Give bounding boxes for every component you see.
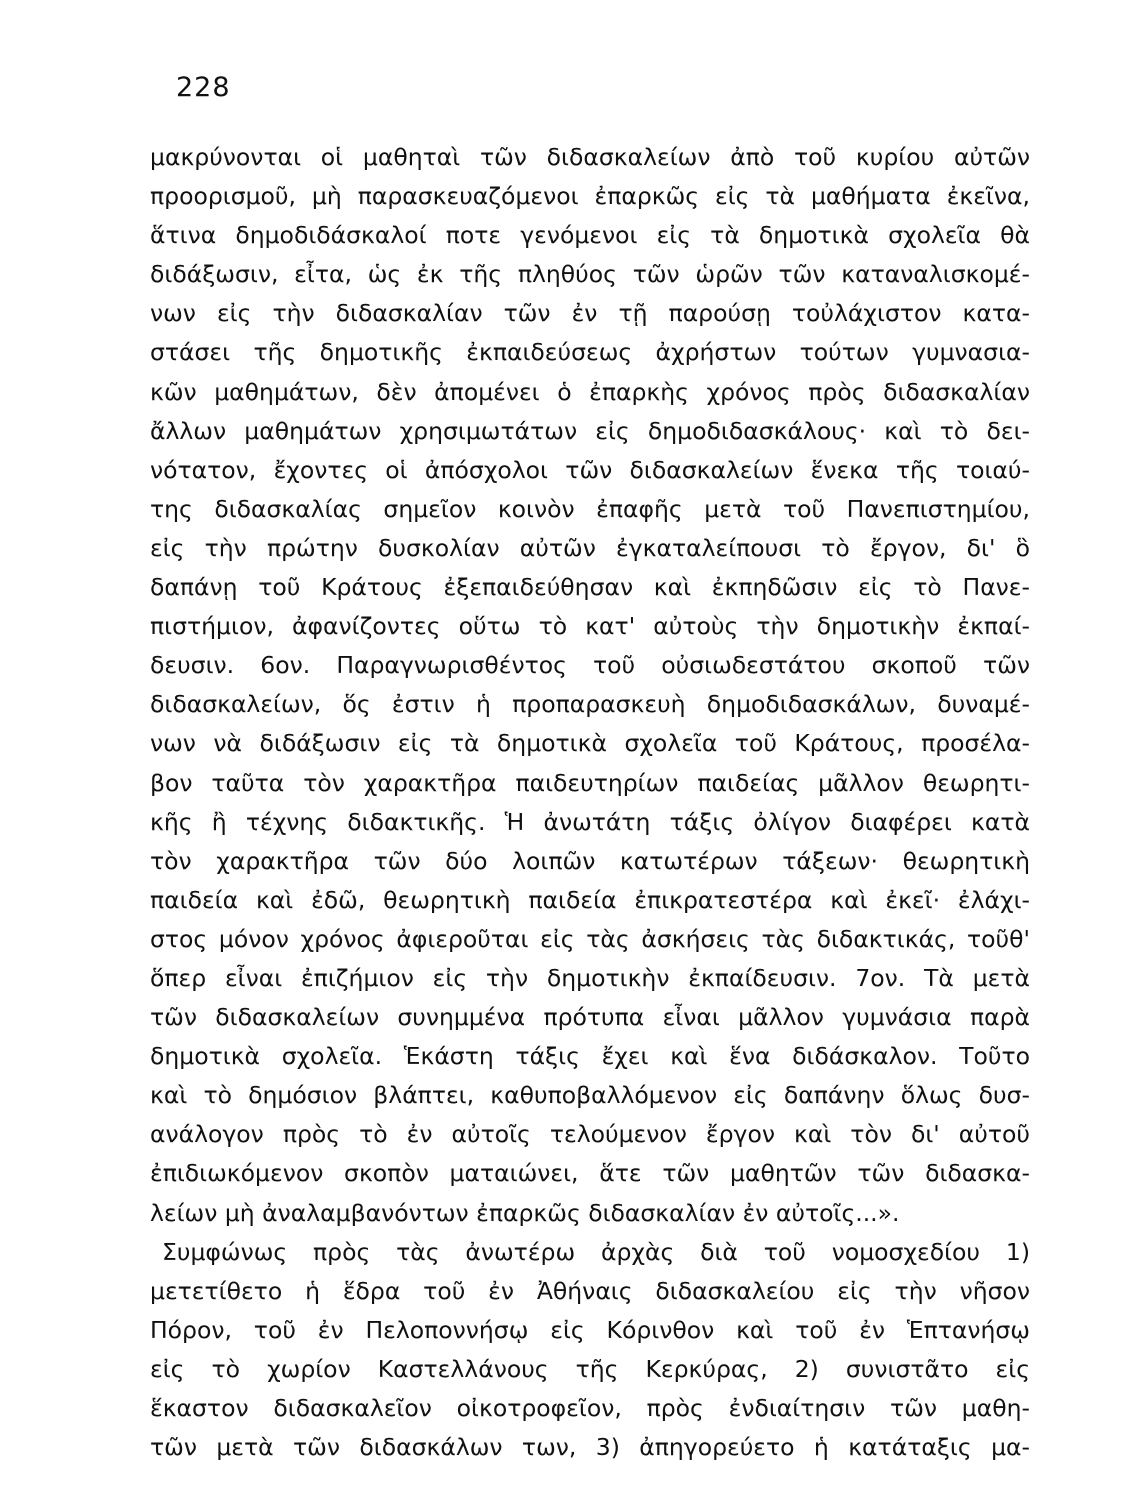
text-line: εἰς τὴν πρώτην δυσκολίαν αὐτῶν ἐγκαταλείπουσι τὸ ἔργον, δι' ὃ — [150, 533, 1030, 562]
text-line: τῶν μετὰ τῶν διδασκάλων των, 3) ἀπηγορεύετο ἡ κατάταξις μα- — [150, 1433, 1030, 1462]
text-line: παιδεία καὶ ἐδῶ, θεωρητικὴ παιδεία ἐπικρατεστέρα καὶ ἐκεῖ· ἐλάχι- — [150, 885, 1030, 914]
text-line: διδάξωσιν, εἶτα, ὡς ἐκ τῆς πληθύος τῶν ὡρῶν τῶν καταναλισκομέ- — [150, 260, 1030, 289]
text-line: λείων μὴ ἀναλαμβανόντων ἐπαρκῶς διδασκαλίαν ἐν αὐτοῖς...». — [150, 1198, 900, 1227]
text-line: κῶν μαθημάτων, δὲν ἀπομένει ὁ ἐπαρκὴς χρόνος πρὸς διδασκαλίαν — [150, 377, 1030, 406]
page-number: 228 — [176, 72, 231, 103]
text-line: μετετίθετο ἡ ἕδρα τοῦ ἐν Ἀθήναις διδασκαλείου εἰς τὴν νῆσον — [150, 1276, 1030, 1305]
text-line: ἐπιδιωκόμενον σκοπὸν ματαιώνει, ἅτε τῶν μαθητῶν τῶν διδασκα- — [150, 1159, 1030, 1188]
text-line: Πόρον, τοῦ ἐν Πελοποννήσῳ εἰς Κόρινθον καὶ τοῦ ἐν Ἑπτανήσῳ — [150, 1315, 1030, 1344]
text-line: νων εἰς τὴν διδασκαλίαν τῶν ἐν τῇ παρούσῃ τοὐλάχιστον κατα- — [150, 299, 1030, 328]
text-line: καὶ τὸ δημόσιον βλάπτει, καθυποβαλλόμενον εἰς δαπάνην ὅλως δυσ- — [150, 1081, 1030, 1110]
text-line: στάσει τῆς δημοτικῆς ἐκπαιδεύσεως ἀχρήστων τούτων γυμνασια- — [150, 338, 1030, 367]
text-line: στος μόνον χρόνος ἀφιεροῦται εἰς τὰς ἀσκήσεις τὰς διδακτικάς, τοῦθ' — [150, 924, 1030, 953]
text-line: δημοτικὰ σχολεῖα. Ἑκάστη τάξις ἔχει καὶ ἕνα διδάσκαλον. Τοῦτο — [150, 1042, 1030, 1071]
text-line: νότατον, ἔχοντες οἱ ἀπόσχολοι τῶν διδασκαλείων ἕνεκα τῆς τοιαύ- — [150, 455, 1030, 484]
text-line: προορισμοῦ, μὴ παρασκευαζόμενοι ἐπαρκῶς εἰς τὰ μαθήματα ἐκεῖνα, — [150, 182, 1030, 211]
text-line: μακρύνονται οἱ μαθηταὶ τῶν διδασκαλείων ἀπὸ τοῦ κυρίου αὐτῶν — [150, 143, 1030, 171]
body-text — [150, 138, 1030, 1467]
text-line: ἕκαστον διδασκαλεῖον οἰκοτροφεῖον, πρὸς ἐνδιαίτησιν τῶν μαθη- — [150, 1394, 1030, 1422]
text-line: ανάλογον πρὸς τὸ ἐν αὐτοῖς τελούμενον ἔργον καὶ τὸν δι' αὐτοῦ — [150, 1120, 1030, 1149]
text-line: ἅτινα δημοδιδάσκαλοί ποτε γενόμενοι εἰς τὰ δημοτικὰ σχολεῖα θὰ — [150, 221, 1030, 250]
text-line: κῆς ἢ τέχνης διδακτικῆς. Ἡ ἀνωτάτη τάξις ὀλίγον διαφέρει κατὰ — [150, 807, 1030, 836]
paragraph-start-line: Συμφώνως πρὸς τὰς ἀνωτέρω ἀρχὰς διὰ τοῦ νομοσχεδίου 1) — [162, 1237, 1030, 1266]
text-line: της διδασκαλίας σημεῖον κοινὸν ἐπαφῆς μετὰ τοῦ Πανεπιστημίου, — [150, 494, 1030, 523]
text-line: διδασκαλείων, ὅς ἐστιν ἡ προπαρασκευὴ δημοδιδασκάλων, δυναμέ- — [150, 690, 1030, 719]
text-line: ὅπερ εἶναι ἐπιζήμιον εἰς τὴν δημοτικὴν ἐκπαίδευσιν. 7ον. Τὰ μετὰ — [150, 963, 1030, 992]
text-line: δαπάνῃ τοῦ Κράτους ἐξεπαιδεύθησαν καὶ ἐκπηδῶσιν εἰς τὸ Πανε- — [150, 573, 1030, 602]
text-line: βον ταῦτα τὸν χαρακτῆρα παιδευτηρίων παιδείας μᾶλλον θεωρητι- — [150, 768, 1030, 797]
text-line: δευσιν. 6ον. Παραγνωρισθέντος τοῦ οὐσιωδεστάτου σκοποῦ τῶν — [150, 651, 1030, 680]
text-line: ἄλλων μαθημάτων χρησιμωτάτων εἰς δημοδιδασκάλους· καὶ τὸ δει- — [150, 416, 1030, 445]
text-line: νων νὰ διδάξωσιν εἰς τὰ δημοτικὰ σχολεῖα τοῦ Κράτους, προσέλα- — [150, 729, 1030, 758]
text-line: εἰς τὸ χωρίον Καστελλάνους τῆς Κερκύρας, 2) συνιστᾶτο εἰς — [150, 1354, 1030, 1383]
text-line: τῶν διδασκαλείων συνημμένα πρότυπα εἶναι μᾶλλον γυμνάσια παρὰ — [150, 1003, 1030, 1032]
text-line: πιστήμιον, ἀφανίζοντες οὕτω τὸ κατ' αὐτοὺς τὴν δημοτικὴν ἐκπαί- — [150, 612, 1030, 641]
text-line: τὸν χαρακτῆρα τῶν δύο λοιπῶν κατωτέρων τάξεων· θεωρητικὴ — [150, 846, 1030, 875]
